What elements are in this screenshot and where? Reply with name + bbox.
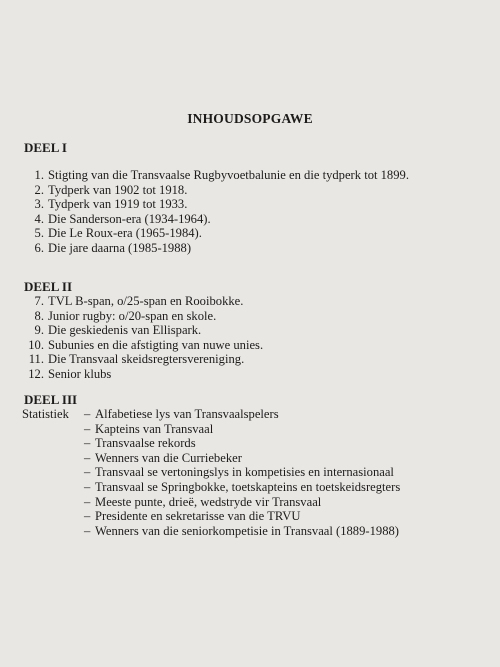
statistiek-entry: [84, 407, 444, 422]
toc-entry-text: Stigting van die Transvaalse Rugbyvoetbalunie en die tydperk tot 1899.: [48, 168, 409, 182]
toc-entry-text: Die geskiedenis van Ellispark.: [48, 323, 202, 338]
statistiek-entry-text: Transvaal se vertoningslys in kompetisies en internasionaal: [95, 465, 394, 480]
statistiek-entry-text: Kapteins van Transvaal: [95, 421, 214, 436]
statistiek-entry: [84, 422, 444, 437]
toc-entry: [24, 294, 464, 309]
dash-marker: –: [84, 436, 91, 451]
statistiek-entry-text: Transvaal se Springbokke, toetskapteins en toetskeidsregters: [95, 479, 401, 494]
section-heading-deel-2: DEEL II: [24, 279, 73, 294]
toc-entry: [24, 338, 464, 353]
toc-entry: [24, 168, 464, 183]
dash-marker: –: [84, 494, 91, 509]
statistiek-entry: [84, 495, 444, 510]
toc-entry: [24, 197, 464, 212]
statistiek-entry-text: Presidente en sekretarisse van die TRVU: [95, 509, 301, 524]
toc-entry-number: 6.: [34, 240, 44, 255]
statistiek-entry-text: Transvaalse rekords: [95, 436, 196, 451]
toc-entry-text: Die jare daarna (1985-1988): [48, 240, 192, 255]
toc-entry-text: Senior klubs: [48, 366, 112, 381]
section-heading-deel-3: DEEL III: [24, 392, 78, 407]
statistiek-entry: [84, 524, 444, 539]
toc-entry-text: Tydperk van 1902 tot 1918.: [48, 182, 188, 197]
statistiek-entry: [84, 465, 444, 480]
toc-entry: [24, 352, 464, 367]
toc-entry-number: 7.: [34, 294, 44, 308]
dash-marker: –: [84, 509, 91, 524]
toc-entry-text: TVL B-span, o/25-span en Rooibokke.: [48, 294, 244, 308]
dash-marker: –: [84, 479, 91, 494]
toc-entry-number: 2.: [34, 182, 44, 197]
toc-entry: [24, 309, 464, 324]
toc-entry: [24, 323, 464, 338]
section-heading-deel-1: DEEL I: [24, 140, 67, 155]
toc-entry-number: 1.: [34, 168, 44, 182]
toc-entry-number: 10.: [28, 337, 44, 352]
toc-entry-number: 5.: [34, 226, 44, 241]
toc-entry-number: 4.: [34, 211, 44, 226]
toc-entry-text: Die Le Roux-era (1965-1984).: [48, 226, 202, 241]
toc-entry-number: 3.: [34, 197, 44, 212]
dash-marker: –: [84, 523, 91, 538]
statistiek-entry: [84, 509, 444, 524]
toc-entry-text: Tydperk van 1919 tot 1933.: [48, 197, 188, 212]
toc-entry-number: 12.: [28, 366, 44, 381]
statistiek-entry-text: Wenners van die Curriebeker: [95, 450, 242, 465]
toc-entry: [24, 226, 464, 241]
toc-entry-text: Die Transvaal skeidsregtersvereniging.: [48, 352, 245, 367]
statistiek-entry-text: Wenners van die seniorkompetisie in Transvaal (1889-1988): [95, 523, 399, 538]
toc-entry-text: Die Sanderson-era (1934-1964).: [48, 211, 211, 226]
statistiek-entry-text: Alfabetiese lys van Transvaalspelers: [95, 407, 279, 421]
toc-entry-number: 11.: [28, 352, 44, 367]
deel-2-list: [24, 294, 464, 382]
toc-entry: [24, 183, 464, 198]
statistiek-entry: [84, 480, 444, 495]
toc-entry-number: 8.: [34, 308, 44, 323]
statistiek-list: [84, 407, 444, 538]
statistiek-entry: [84, 451, 444, 466]
toc-entry-number: 9.: [34, 323, 44, 338]
dash-marker: –: [84, 450, 91, 465]
statistiek-entry-text: Meeste punte, drieë, wedstryde vir Transvaal: [95, 494, 322, 509]
dash-marker: –: [84, 421, 91, 436]
statistiek-entry: [84, 436, 444, 451]
dash-marker: –: [84, 465, 91, 480]
page-title: INHOUDSOPGAWE: [187, 111, 313, 126]
toc-entry-text: Subunies en die afstigting van nuwe unies.: [48, 337, 264, 352]
toc-entry: [24, 212, 464, 227]
toc-entry: [24, 241, 464, 256]
deel-1-list: [24, 168, 464, 256]
dash-marker: –: [84, 407, 91, 421]
statistiek-label: Statistiek: [22, 407, 69, 421]
toc-entry-text: Junior rugby: o/20-span en skole.: [48, 308, 217, 323]
toc-entry: [24, 367, 464, 382]
